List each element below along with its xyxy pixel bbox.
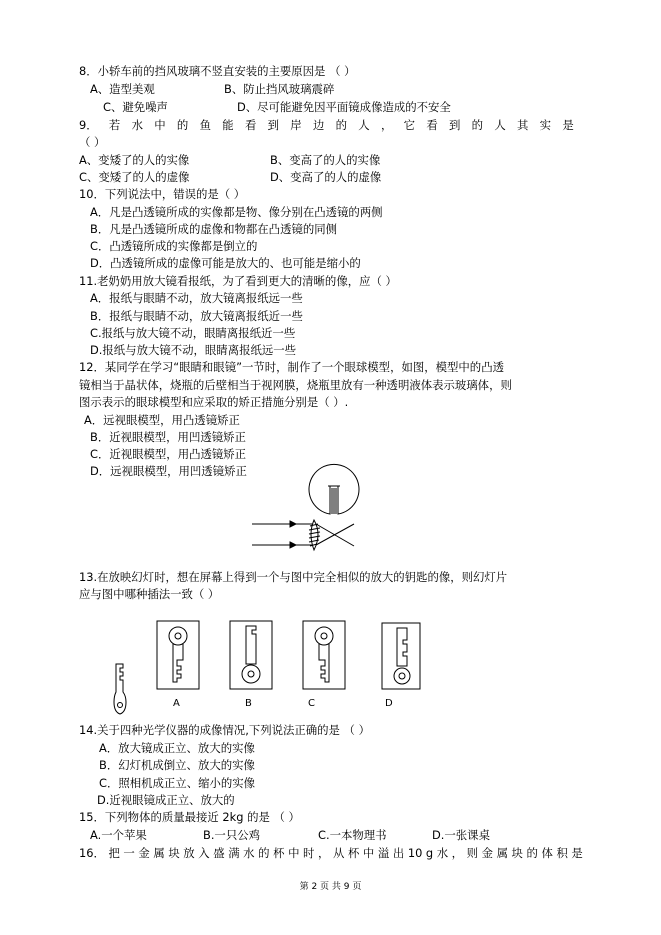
q15-option-c: C.一本物理书: [318, 828, 387, 842]
q14-option-a: A．放大镜成正立、放大的实像: [99, 741, 255, 755]
refracted-rays: [316, 524, 354, 546]
q9-option-a: A、变矮了的人的实像: [79, 153, 190, 167]
q12-stem-line2: 镜相当于晶状体，烧瓶的后壁相当于视网膜，烧瓶里放有一种透明液体表示玻璃体，则: [79, 378, 512, 392]
q16-stem: 16． 把 一 金 属 块 放 入 盛 满 水 的 杯 中 时 ， 从 杯 中 溢 出 10 g 水 ， 则 金 属 块 的 体 积 是: [79, 846, 583, 860]
q14-stem: 14.关于四种光学仪器的成像情况,下列说法正确的是 （ ）: [79, 723, 370, 737]
q10-option-b: B．凡是凸透镜所成的虚像和物都在凸透镜的同侧: [90, 222, 338, 236]
q10-option-d: D．凸透镜所成的虚像可能是放大的、也可能是缩小的: [90, 256, 361, 270]
q9-option-c: C、变矮了的人的虚像: [79, 170, 190, 184]
q12-option-d: D．远视眼模型，用凹透镜矫正: [90, 464, 247, 478]
incoming-light-rays: [252, 521, 312, 548]
key-option-d-figure: [381, 622, 421, 692]
q14-option-d: D.近视眼镜成正立、放大的: [97, 793, 235, 807]
flask: [309, 464, 359, 514]
q11-option-a: A．报纸与眼睛不动，放大镜离报纸远一些: [90, 291, 303, 305]
key-option-a-figure: [156, 620, 200, 690]
q13-stem-line2: 应与图中哪种插法一致（ ）: [79, 587, 220, 601]
q11-option-b: B．报纸与眼睛不动，放大镜离报纸近一些: [90, 309, 303, 323]
q12-option-c: C．近视眼模型，用凸透镜矫正: [90, 447, 247, 461]
q12-option-b: B．近视眼模型，用凹透镜矫正: [90, 430, 246, 444]
q12-option-a: A．远视眼模型，用凸透镜矫正: [84, 413, 240, 427]
eye-model-figure: [250, 484, 380, 564]
q8-stem: 8．小轿车前的挡风玻璃不竖直安装的主要原因是 （ ）: [79, 64, 356, 78]
q15-option-a: A.一个苹果: [90, 828, 147, 842]
q14-option-c: C．照相机成正立、缩小的实像: [99, 776, 256, 790]
key-option-c-figure: [302, 620, 346, 690]
page-footer: 第 2 页 共 9 页: [299, 882, 362, 892]
q11-stem: 11.老奶奶用放大镜看报纸，为了看到更大的清晰的像，应（ ）: [79, 274, 397, 288]
q13-stem-line1: 13.在放映幻灯时，想在屏幕上得到一个与图中完全相似的放大的钥匙的像，则幻灯片: [79, 570, 508, 584]
q15-option-b: B.一只公鸡: [203, 828, 260, 842]
q10-stem: 10．下列说法中，错误的是（ ）: [79, 187, 246, 201]
q12-stem-line3: 图示表示的眼球模型和应采取的矫正措施分别是（ ）.: [79, 395, 349, 409]
q10-option-a: A．凡是凸透镜所成的实像都是物、像分别在凸透镜的两侧: [90, 205, 383, 219]
q8-option-d: D、尽可能避免因平面镜成像造成的不安全: [237, 100, 451, 114]
key-option-b-figure: [229, 620, 273, 690]
q14-option-b: B．幻灯机成倒立、放大的实像: [99, 758, 255, 772]
q15-option-d: D.一张课桌: [432, 828, 490, 842]
q9-option-b: B、变高了的人的实像: [270, 153, 381, 167]
q9-stem: 9． 若 水 中 的 鱼 能 看 到 岸 边 的 人 ， 它 看 到 的 人 其 实 是: [79, 118, 574, 132]
q10-option-c: C．凸透镜所成的实像都是倒立的: [90, 239, 258, 253]
q9-answer-bracket: （ ）: [79, 135, 106, 149]
key-option-a-label: A: [173, 698, 180, 709]
q9-option-d: D、变高了的人的虚像: [270, 170, 382, 184]
q15-stem: 15．下列物体的质量最接近 2kg 的是 （ ）: [79, 810, 300, 824]
key-original-figure: [112, 662, 128, 722]
q11-option-d: D.报纸与放大镜不动，眼睛离报纸远一些: [90, 343, 297, 357]
key-option-d-label: D: [385, 698, 393, 709]
key-option-b-label: B: [245, 698, 252, 709]
key-option-c-label: C: [308, 698, 315, 709]
q11-option-c: C.报纸与放大镜不动，眼睛离报纸近一些: [90, 326, 296, 340]
q8-option-a: A、造型美观: [90, 82, 155, 96]
q8-option-c: C、避免噪声: [103, 100, 168, 114]
q12-stem-line1: 12．某同学在学习“眼睛和眼镜”一节时，制作了一个眼球模型，如图，模型中的凸透: [79, 360, 504, 374]
q8-option-b: B、防止挡风玻璃震碎: [224, 82, 335, 96]
